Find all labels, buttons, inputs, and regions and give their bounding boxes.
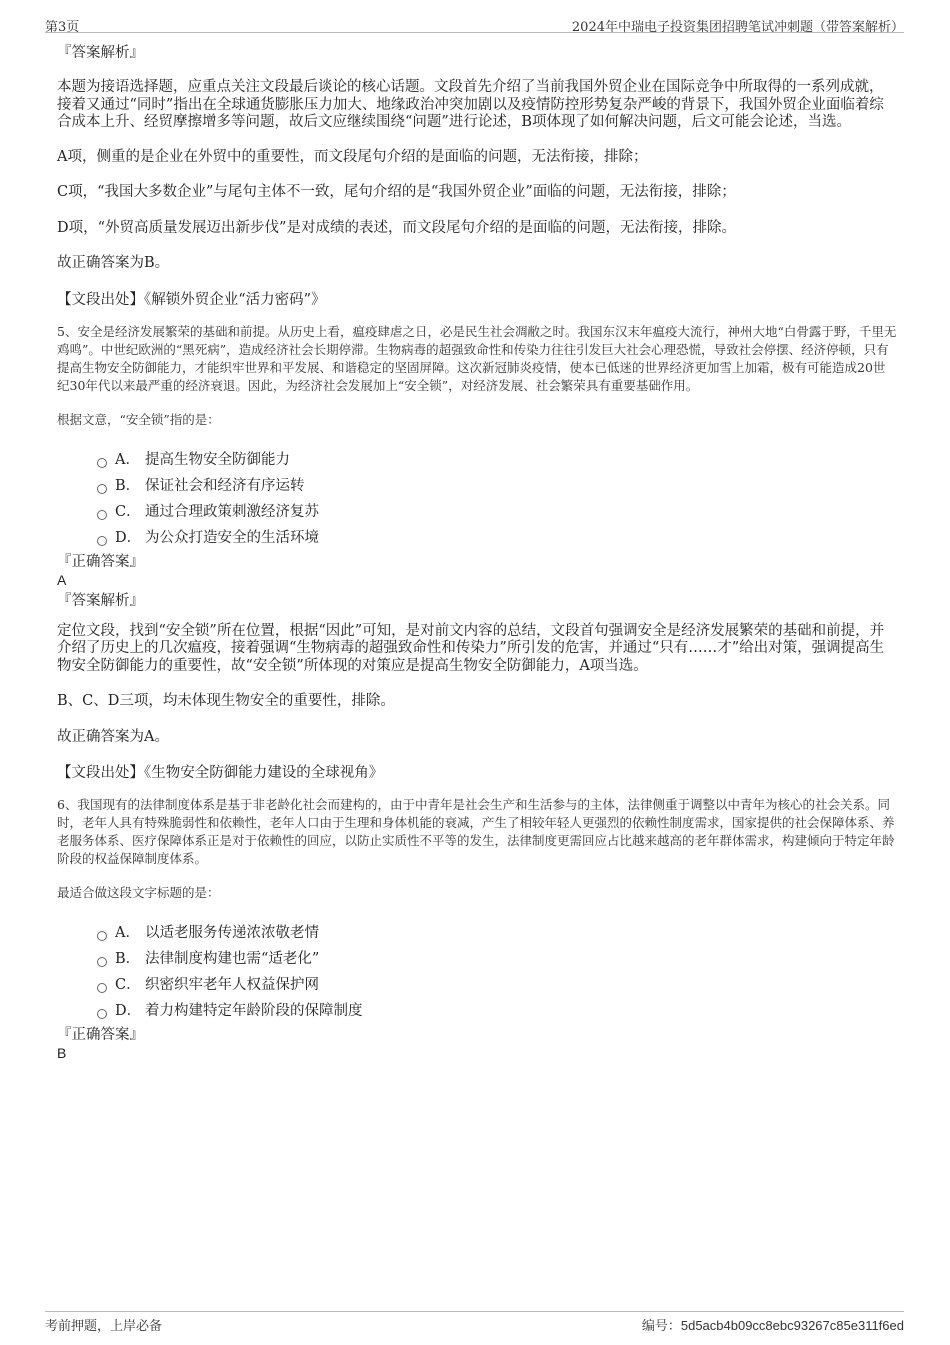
radio-icon[interactable] (97, 536, 107, 546)
option-b[interactable] (97, 946, 897, 972)
question-6-stem: 6、我国现有的法律制度体系是基于非老龄化社会而建构的，由于中青年是社会生产和生活参与的主体，法律侧重于调整以中青年为核心的社会关系。同时，老年人具有特殊脆弱性和依赖性，老年人口由于生理和身体机能的衰减，产生了相较年轻人更强烈的依赖性制度需求，国家提供的社会保障体系、养老服务体系、医疗保障体系正是对于依赖性的回应，以防止实质性不平等的发生，法律制度更需回应占比越来越高的老年群体需求，构建倾向于特定年龄阶段的权益保障制度体系。 (57, 797, 895, 866)
analysis-options-bcd: B、C、D三项，均未体现生物安全的重要性，排除。 (57, 693, 395, 709)
option-text: 法律制度构建也需“适老化” (145, 951, 320, 967)
analysis-option-a: A项，侧重的是企业在外贸中的重要性，而文段尾句介绍的是面临的问题，无法衔接，排除； (57, 148, 648, 165)
correct-answer-heading: 『正确答案』 (57, 553, 144, 570)
question-6-prompt: 最适合做这段文字标题的是： (57, 885, 220, 900)
code-value: 5d5acb4b09cc8ebc93267c85e311f6ed (680, 1318, 904, 1333)
question-6-options (57, 920, 897, 1024)
option-letter: C． (115, 977, 141, 993)
option-a[interactable] (97, 447, 897, 473)
option-letter: C． (115, 503, 141, 520)
option-letter: D． (115, 1003, 142, 1019)
option-text: 通过合理政策刺激经济复苏 (145, 503, 319, 520)
correct-answer: A (57, 571, 67, 588)
option-text: 为公众打造安全的生活环境 (145, 529, 319, 546)
analysis-text: 定位文段，找到“安全锁”所在位置，根据“因此”可知，是对前文内容的总结，文段首句强调安全是经济发展繁荣的基础和前提，并介绍了历史上的几次瘟疫，接着强调“生物病毒的超强致命性和传染力”所引发的危害，并通过“只有……才”给出对策，强调提高生物安全防御能力的重要性，故“安全锁”所体现的对策应是提高生物安全防御能力，A项当选。 (57, 622, 885, 674)
analysis-heading: 『答案解析』 (57, 45, 144, 61)
analysis-text: 本题为接语选择题，应重点关注文段最后谈论的核心话题。文段首先介绍了当前我国外贸企业在国际竞争中所取得的一系列成就，接着又通过“同时”指出在全球通货膨胀压力加大、地缘政治冲突加剧以及疫情防控形势复杂严峻的背景下，我国外贸企业面临着综合成本上升、经贸摩擦增多等问题，故后文应继续围绕“问题”进行论述，B项体现了如何解决问题，后文可能会论述，当选。 (57, 79, 884, 130)
document-code (642, 1315, 904, 1334)
option-text: 提高生物安全防御能力 (145, 451, 290, 468)
footer-slogan: 考前押题，上岸必备 (45, 1319, 163, 1334)
radio-icon[interactable] (97, 957, 107, 967)
radio-icon[interactable] (97, 510, 107, 520)
option-d[interactable] (97, 998, 897, 1024)
radio-icon[interactable] (97, 458, 107, 468)
page-content (57, 44, 897, 1061)
option-letter: B． (115, 951, 141, 967)
question-5-stem: 5、安全是经济发展繁荣的基础和前提。从历史上看，瘟疫肆虐之日，必是民生社会凋敝之时。我国东汉末年瘟疫大流行，神州大地“白骨露于野，千里无鸡鸣”。中世纪欧洲的“黑死病”，造成经济社会长期停滞。生物病毒的超强致命性和传染力往往引发巨大社会心理恐慌，导致社会停摆、经济停顿，只有提高生物安全防御能力，才能织牢世界和平发展、和谐稳定的坚固屏障。这次新冠肺炎疫情，使本已低迷的世界经济更加雪上加霜，极有可能造成20世纪30年代以来最严重的经济衰退。因此，为经济社会发展加上“安全锁”，对经济发展、社会繁荣具有重要基础作用。 (57, 323, 897, 393)
conclusion: 故正确答案为A。 (57, 728, 169, 745)
option-c[interactable] (97, 972, 897, 998)
option-letter: B． (115, 477, 141, 494)
option-letter: D． (115, 529, 142, 546)
page-footer (45, 1311, 904, 1338)
radio-icon[interactable] (97, 484, 107, 494)
radio-icon[interactable] (97, 983, 107, 993)
option-c[interactable] (97, 499, 897, 525)
page-header (45, 12, 904, 33)
analysis-option-c: C项，“我国大多数企业”与尾句主体不一致，尾句介绍的是“我国外贸企业”面临的问题，无法衔接，排除； (57, 184, 736, 200)
correct-answer: B (57, 1045, 67, 1061)
option-text: 着力构建特定年龄阶段的保障制度 (145, 1003, 363, 1019)
option-a[interactable] (97, 920, 897, 946)
option-d[interactable] (97, 525, 897, 551)
option-b[interactable] (97, 473, 897, 499)
source-citation: 【文段出处】《解锁外贸企业“活力密码”》 (57, 291, 326, 308)
analysis-option-d: D项，“外贸高质量发展迈出新步伐”是对成绩的表述，而文段尾句介绍的是面临的问题，无法衔接，排除。 (57, 219, 736, 236)
correct-answer-heading: 『正确答案』 (57, 1027, 144, 1043)
radio-icon[interactable] (97, 1009, 107, 1019)
conclusion: 故正确答案为B。 (57, 255, 170, 271)
code-label: 编号： (641, 1319, 681, 1334)
option-text: 织密织牢老年人权益保护网 (145, 977, 319, 993)
page-number: 第3页 (45, 20, 80, 35)
analysis-heading: 『答案解析』 (57, 592, 144, 609)
document-title: 2024年中瑞电子投资集团招聘笔试冲刺题（带答案解析） (571, 20, 904, 35)
option-text: 保证社会和经济有序运转 (145, 477, 305, 494)
option-letter: A． (115, 925, 140, 941)
option-letter: A． (115, 451, 140, 468)
option-text: 以适老服务传递浓浓敬老情 (145, 925, 319, 941)
source-citation: 【文段出处】《生物安全防御能力建设的全球视角》 (57, 765, 384, 781)
question-5-options (57, 447, 897, 551)
question-5-prompt: 根据文意，“安全锁”指的是： (57, 411, 220, 427)
radio-icon[interactable] (97, 931, 107, 941)
